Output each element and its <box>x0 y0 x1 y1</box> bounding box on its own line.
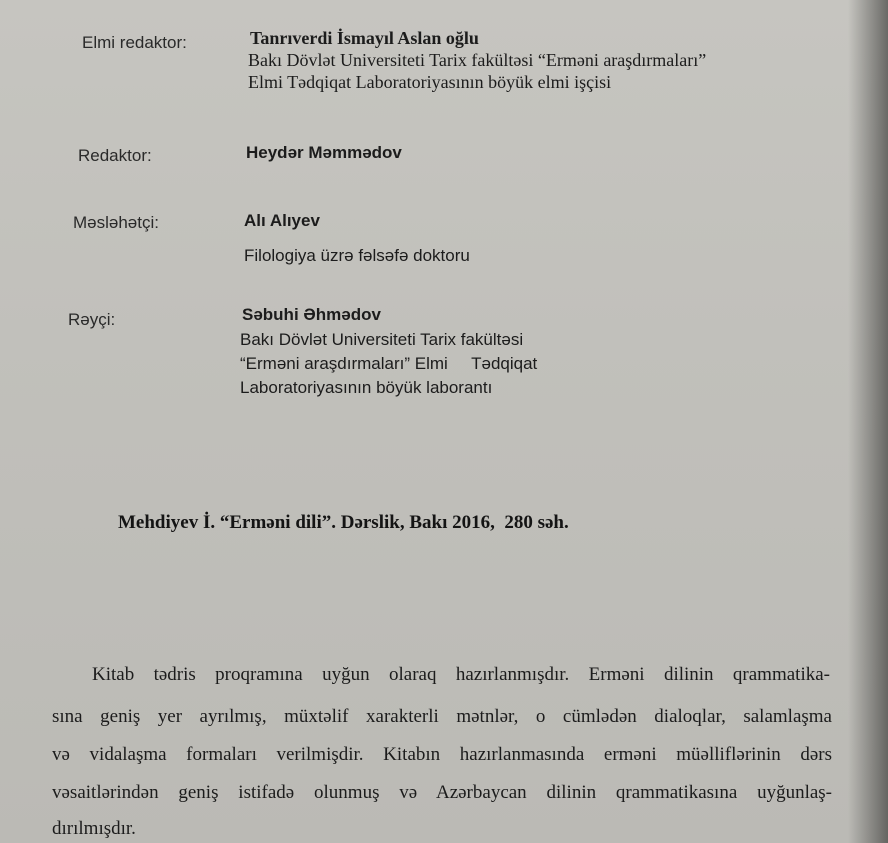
consultant-name: Alı Alıyev <box>244 211 320 230</box>
reviewer-label: Rəyçi: <box>68 310 116 329</box>
annotation-line-2: sına geniş yer ayrılmış, müxtəlif xarakterli mətnlər, o cümlədən dialoqlar, salamlaşma <box>52 706 832 727</box>
scientific-editor-affiliation-line-2: Elmi Tədqiqat Laboratoriyasının böyük elmi işçisi <box>248 72 612 92</box>
consultant-degree: Filologiya üzrə fəlsəfə doktoru <box>244 246 470 265</box>
scientific-editor-affiliation-line-1: Bakı Dövlət Universiteti Tarix fakültəsi “Erməni araşdırmaları” <box>248 50 707 70</box>
reviewer-name: Səbuhi Əhmədov <box>242 305 381 324</box>
bibliographic-citation: Mehdiyev İ. “Erməni dili”. Dərslik, Bakı 2016, 280 səh. <box>118 512 569 533</box>
editor-label: Redaktor: <box>78 146 152 165</box>
scientific-editor-label: Elmi redaktor: <box>82 33 187 52</box>
editor-name: Heydər Məmmədov <box>246 143 402 162</box>
annotation-line-4: vəsaitlərindən geniş istifadə olunmuş və Azərbaycan dilinin qrammatikasına uyğunlaş- <box>52 782 832 803</box>
scientific-editor-name: Tanrıverdi İsmayıl Aslan oğlu <box>250 28 479 48</box>
reviewer-affiliation-line-2: “Erməni araşdırmaları” Elmi Tədqiqat <box>240 354 538 373</box>
reviewer-affiliation-line-1: Bakı Dövlət Universiteti Tarix fakültəsi <box>240 330 524 349</box>
reviewer-affiliation-line-3: Laboratoriyasının böyük laborantı <box>240 378 493 397</box>
annotation-line-1: Kitab tədris proqramına uyğun olaraq hazırlanmışdır. Erməni dilinin qrammatika- <box>92 664 830 685</box>
annotation-line-5: dırılmışdır. <box>52 818 136 839</box>
annotation-line-3: və vidalaşma formaları verilmişdir. Kitabın hazırlanmasında erməni müəlliflərinin dərs <box>52 744 832 765</box>
consultant-label: Məsləhətçi: <box>73 213 159 232</box>
page-edge-shadow <box>848 0 888 843</box>
